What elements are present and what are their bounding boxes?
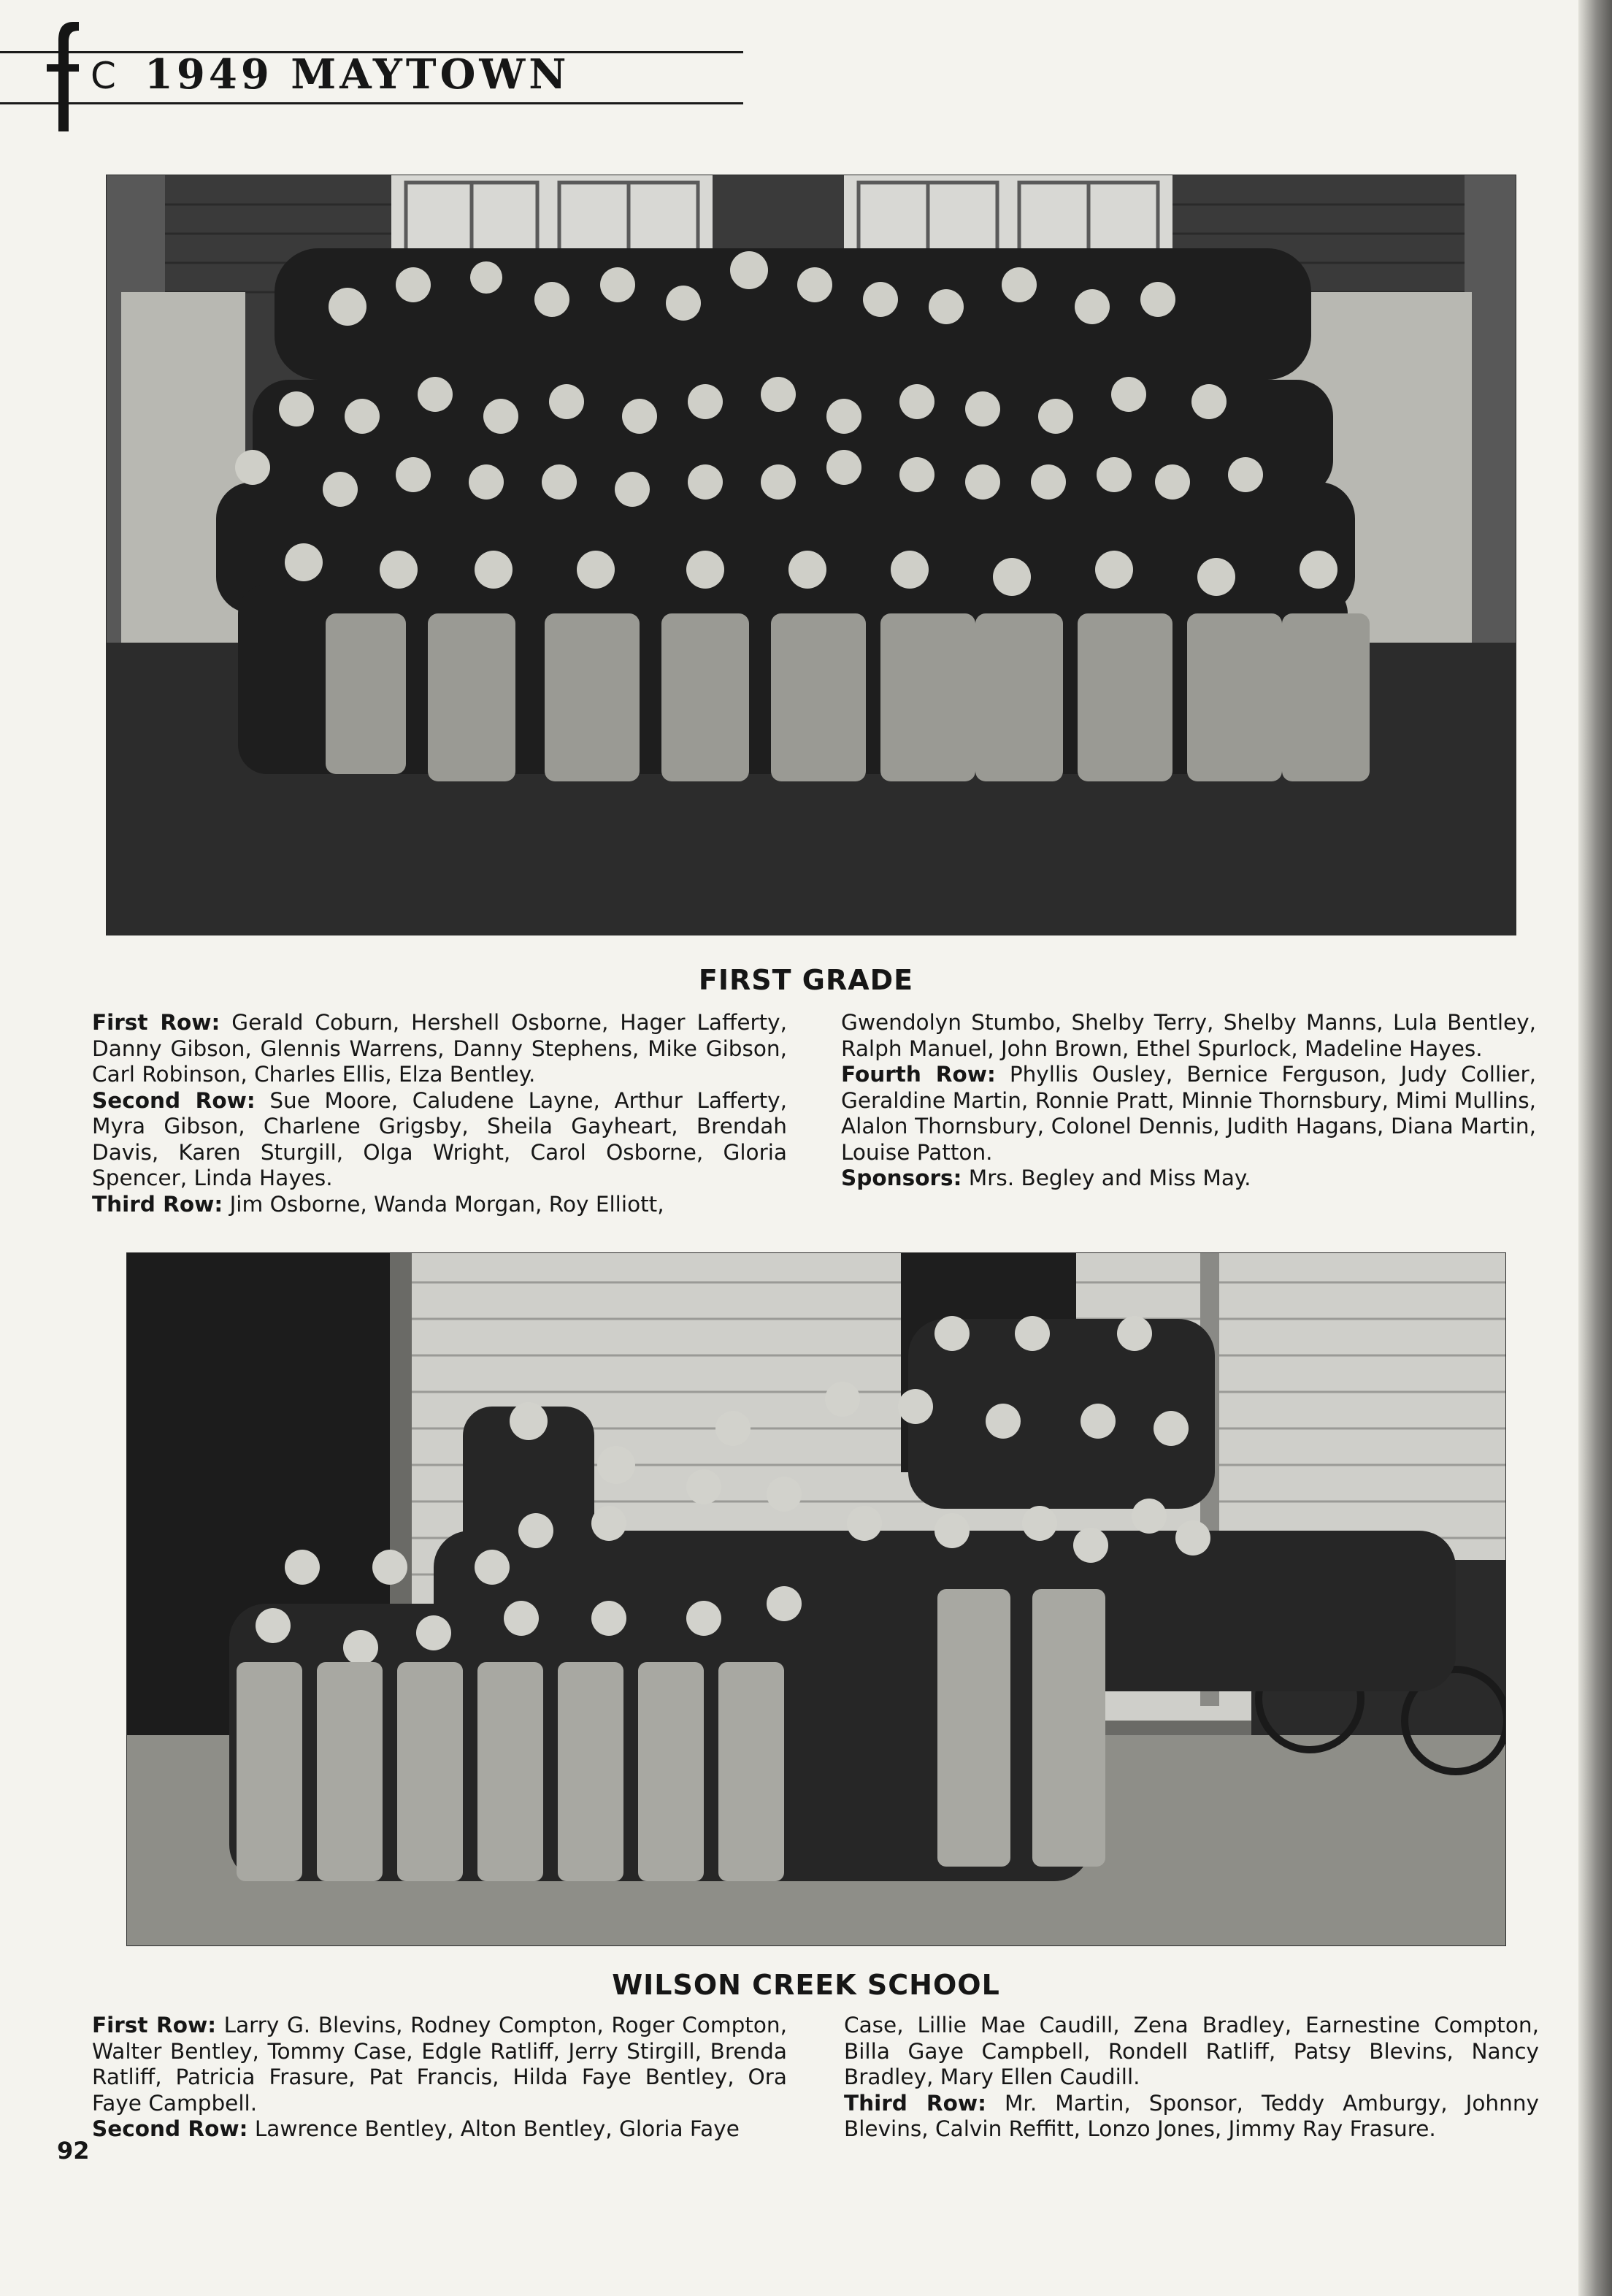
caption-paragraph — [92, 2116, 787, 2143]
first-grade-photo — [107, 175, 1516, 935]
wilson-creek-school-photo — [127, 1253, 1505, 1945]
row-label: Fourth Row: — [841, 1062, 996, 1087]
wilson-creek-title: WILSON CREEK SCHOOL — [612, 1969, 1000, 2001]
wilson-creek-caption-left — [92, 2013, 787, 2143]
row-label: Third Row: — [92, 1191, 223, 1217]
row-label: First Row: — [92, 2013, 217, 2037]
caption-paragraph — [841, 1010, 1536, 1062]
page-header-title: C 1949 MAYTOWN — [91, 50, 570, 99]
caption-paragraph — [841, 1062, 1536, 1166]
header-rule-bottom — [0, 102, 743, 104]
row-names: Jim Osborne, Wanda Morgan, Roy Elliott, — [223, 1191, 664, 1217]
book-spine-shadow — [1578, 0, 1612, 2296]
row-label: Sponsors: — [841, 1166, 962, 1190]
row-names: Mrs. Begley and Miss May. — [962, 1166, 1251, 1190]
caption-paragraph — [844, 2013, 1539, 2091]
row-label: Third Row: — [844, 2090, 986, 2116]
row-names: Phyllis Ousley, Bernice Ferguson, Judy Collier, Geraldine Martin, Ronnie Pratt, Minnie Thornsbury, Mimi Mullins, Alalon Thornsbury, Colonel Dennis, Judith Hagans, Diana Martin, Louise Patton. — [841, 1062, 1536, 1165]
caption-paragraph — [844, 2091, 1539, 2143]
first-grade-title: FIRST GRADE — [698, 964, 914, 996]
row-names: Sue Moore, Caludene Layne, Arthur Lafferty, Myra Gibson, Charlene Grigsby, Sheila Gayheart, Brendah Davis, Karen Sturgill, Olga Wright, Carol Osborne, Gloria Spencer, Linda Hayes. — [92, 1087, 787, 1190]
row-names: Case, Lillie Mae Caudill, Zena Bradley, Earnestine Compton, Billa Gaye Campbell, Rondell Ratliff, Patsy Blevins, Nancy Bradley, Mary Ellen Caudill. — [844, 2013, 1539, 2089]
caption-paragraph — [92, 1192, 787, 1218]
yearbook-logo-icon — [39, 18, 98, 134]
wilson-creek-caption-right — [844, 2013, 1539, 2143]
row-names: Larry G. Blevins, Rodney Compton, Roger Compton, Walter Bentley, Tommy Case, Edgle Ratliff, Jerry Stirgill, Brenda Ratliff, Patricia Frasure, Pat Francis, Hilda Faye Bentley, Ora Faye Campbell. — [92, 2013, 787, 2116]
row-names: Mr. Martin, Sponsor, Teddy Amburgy, Johnny Blevins, Calvin Reffitt, Lonzo Jones, Jimmy Ray Frasure. — [844, 2090, 1539, 2141]
row-names: Gwendolyn Stumbo, Shelby Terry, Shelby Manns, Lula Bentley, Ralph Manuel, John Brown, Ethel Spurlock, Madeline Hayes. — [841, 1010, 1536, 1061]
row-names: Gerald Coburn, Hershell Osborne, Hager Lafferty, Danny Gibson, Glennis Warrens, Danny Stephens, Mike Gibson, Carl Robinson, Charles Ellis, Elza Bentley. — [92, 1010, 787, 1087]
row-label: First Row: — [92, 1010, 220, 1035]
caption-paragraph — [92, 1010, 787, 1088]
caption-paragraph — [841, 1166, 1536, 1192]
caption-paragraph — [92, 1088, 787, 1192]
row-label: Second Row: — [92, 2116, 248, 2141]
row-label: Second Row: — [92, 1087, 256, 1113]
first-grade-caption-right — [841, 1010, 1536, 1192]
caption-paragraph — [92, 2013, 787, 2116]
row-names: Lawrence Bentley, Alton Bentley, Gloria Faye — [247, 2116, 740, 2141]
first-grade-caption-left — [92, 1010, 787, 1217]
page-number: 92 — [57, 2137, 90, 2165]
header-logo-letter: C — [91, 55, 120, 97]
